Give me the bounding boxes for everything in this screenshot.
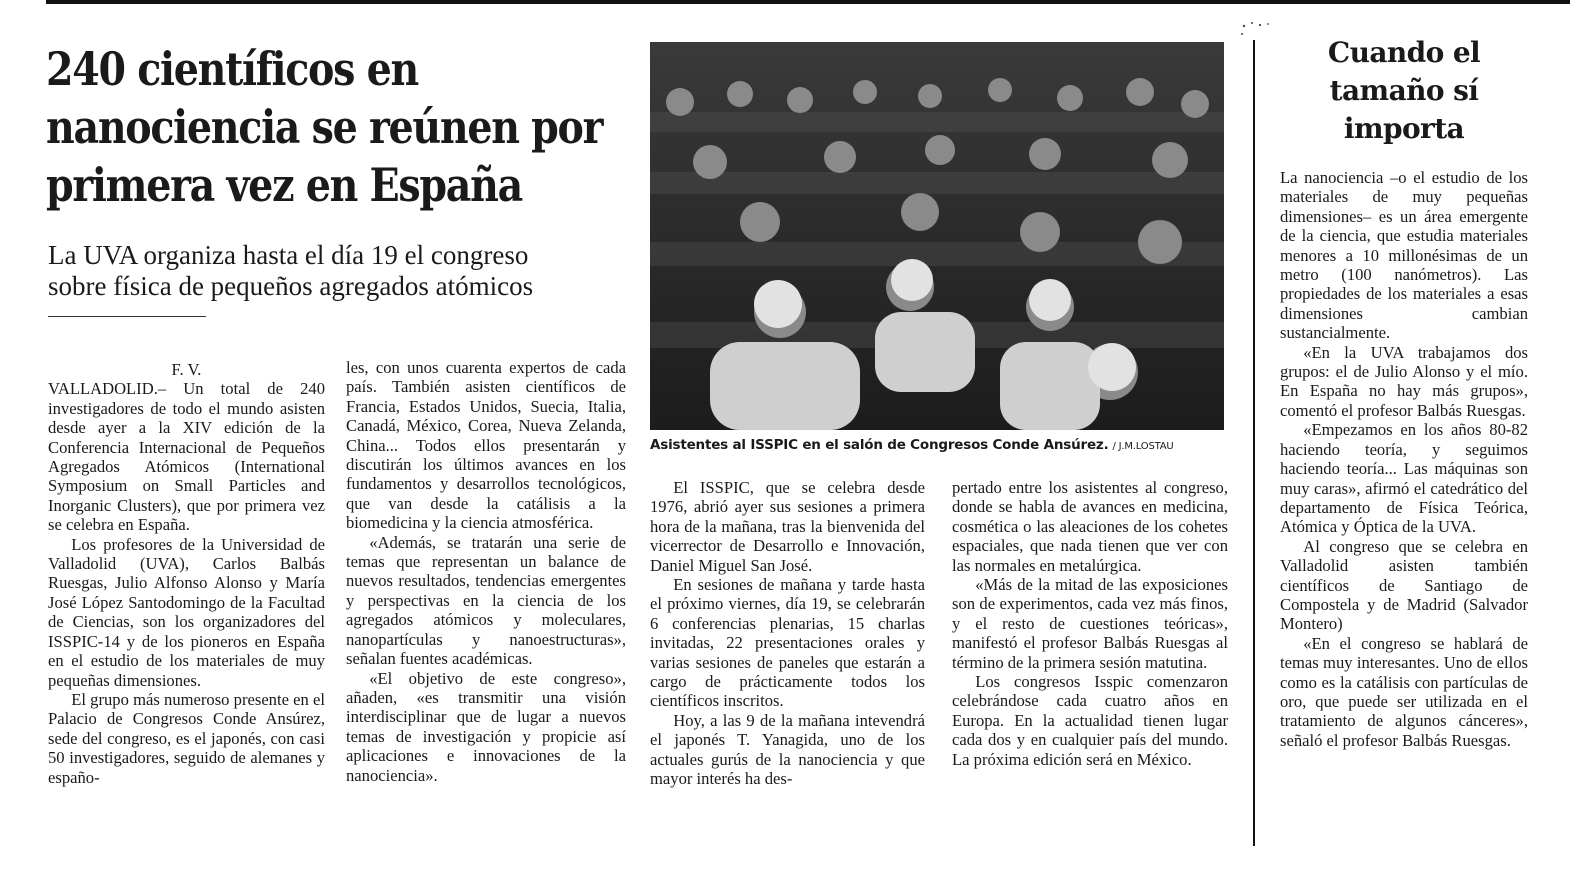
subhead-rule <box>48 316 206 317</box>
paragraph: El ISSPIC, que se celebra desde 1976, abrió ayer sus sesiones a primera hora de la mañana, tras la bienvenida del vicerrector de Desarrollo e Innovación, Daniel Miguel San José. <box>650 478 925 575</box>
sidebar-divider <box>1253 40 1255 846</box>
paragraph: pertado entre los asistentes al congreso, donde se habla de avances en medicina, cosmética o las aleaciones de los cohetes espaciales, que nada tienen que ver con las normales en metalúrgica. <box>952 478 1228 575</box>
article-column-1 <box>48 360 325 787</box>
paragraph: En sesiones de mañana y tarde hasta el próximo viernes, día 19, se celebrarán 6 conferencias plenarias, 15 charlas invitadas, 22 presentaciones orales y varias sesiones de paneles que estarán a cargo de prácticamente todos los científicos inscritos. <box>650 575 925 711</box>
headline-line-2: nanociencia se reúnen por <box>46 100 603 154</box>
audience-illustration <box>650 42 1224 430</box>
paragraph: «Además, se tratarán una serie de temas que representan un balance de nuevos resultados, tendencias emergentes y perspectivas en la ciencia de los agregados atómicos y moleculares, nanopartículas y nanoestructuras», señalan fuentes académicas. <box>346 532 626 669</box>
headline <box>46 40 636 214</box>
sidebar-paragraph: «Empezamos en los años 80-82 haciendo teoría, y seguimos haciendo teoría... Las máquinas son muy caras», afirmó el catedrático del departamento de Física Teórica, Atómica y Óptica de la UVA. <box>1280 420 1528 537</box>
conference-photo <box>650 42 1224 430</box>
headline-line-3: primera vez en España <box>46 158 522 212</box>
sidebar-title-line-3: importa <box>1343 112 1465 145</box>
paragraph: Los profesores de la Universidad de Valladolid (UVA), Carlos Balbás Ruesgas, Julio Alfonso Alonso y María José López Santodomingo de la Facultad de Ciencias, son los organizadores del ISSPIC-14 y de los pioneros en España en el estudio de los materiales de muy pequeñas dimensiones. <box>48 534 325 690</box>
paragraph: Hoy, a las 9 de la mañana intevendrá el japonés T. Yanagida, uno de los actuales gurús de la nanociencia y que mayor interés ha des- <box>650 710 925 789</box>
top-rule <box>46 0 1570 4</box>
paragraph: Los congresos Isspic comenzaron celebrándose cada cuatro años en Europa. En la actualidad tienen lugar cada dos y en cualquier país del mundo. La próxima edición será en México. <box>952 672 1228 769</box>
sidebar-paragraph: «En el congreso se hablará de temas muy interesantes. Uno de ellos como es la catálisis con partículas de oro, que puede ser utilizada en el tratamiento de algunos cánceres», señaló el profesor Balbás Ruesgas. <box>1280 633 1528 750</box>
paragraph: VALLADOLID.– Un total de 240 investigadores de todo el mundo asisten desde ayer a la XIV edición de la Conferencia Internacional de Pequeños Agregados Atómicos (International Symposium on Small Particles and Inorganic Clusters), que por primera vez se celebra en España. <box>48 379 325 535</box>
photo-caption <box>650 436 1230 456</box>
headline-line-1: 240 científicos en <box>46 42 418 96</box>
sidebar-title-line-1: Cuando el <box>1327 36 1481 69</box>
paragraph: El grupo más numeroso presente en el Palacio de Congresos Conde Ansúrez, sede del congreso, es el japonés, con casi 50 investigadores, seguido de alemanes y españo- <box>48 689 325 787</box>
sidebar-title-line-2: tamaño sí <box>1329 74 1479 107</box>
caption-text: Asistentes al ISSPIC en el salón de Congresos Conde Ansúrez. <box>650 437 1109 453</box>
article-column-2 <box>346 358 626 785</box>
subhead-line-2: sobre física de pequeños agregados atómicos <box>48 271 534 301</box>
subheadline <box>48 240 648 302</box>
byline: F. V. <box>171 360 202 379</box>
sidebar-paragraph: «En la UVA trabajamos dos grupos: el de Julio Alonso y el mío. En España no hay más grupos», comentó el profesor Balbás Ruesgas. <box>1280 342 1528 420</box>
paragraph: les, con unos cuarenta expertos de cada país. También asisten científicos de Francia, Estados Unidos, Suecia, Italia, Canadá, México, Corea, Nueva Zelanda, China... Todos ellos presentarán y discutirán los últimos avances en los fundamentos y desarrollos tecnológicos, que van desde la catálisis a la biomedicina y la ciencia atmosférica. <box>346 358 626 533</box>
sidebar-column <box>1280 168 1528 750</box>
print-specks <box>1238 20 1278 44</box>
photo-credit: / J.M.LOSTAU <box>1112 441 1174 452</box>
paragraph: «El objetivo de este congreso», añaden, «es transmitir una visión interdisciplinar que de lugar a nuevos temas de investigación y propicie así aplicaciones e innovaciones de la nanociencia». <box>346 668 626 785</box>
article-column-3 <box>650 478 925 789</box>
subhead-line-1: La UVA organiza hasta el día 19 el congreso <box>48 240 529 270</box>
sidebar-title <box>1280 34 1528 148</box>
paragraph: «Más de la mitad de las exposiciones son de experimentos, cada vez más finos, y el resto de cuestiones teóricas», manifestó el profesor Balbás Ruesgas al término de la primera sesión matutina. <box>952 575 1228 672</box>
article-column-4 <box>952 478 1228 769</box>
sidebar-paragraph: La nanociencia –o el estudio de los materiales de muy pequeñas dimensiones– es un área emergente de la ciencia, que estudia materiales menores a 10 millonésimas de un metro (100 nanómetros). Las propiedades de los materiales a esas dimensiones cambian sustancialmente. <box>1280 168 1528 343</box>
sidebar-paragraph: Al congreso que se celebra en Valladolid asisten también científicos de Santiago de Compostela y de Madrid (Salvador Montero) <box>1280 536 1528 634</box>
